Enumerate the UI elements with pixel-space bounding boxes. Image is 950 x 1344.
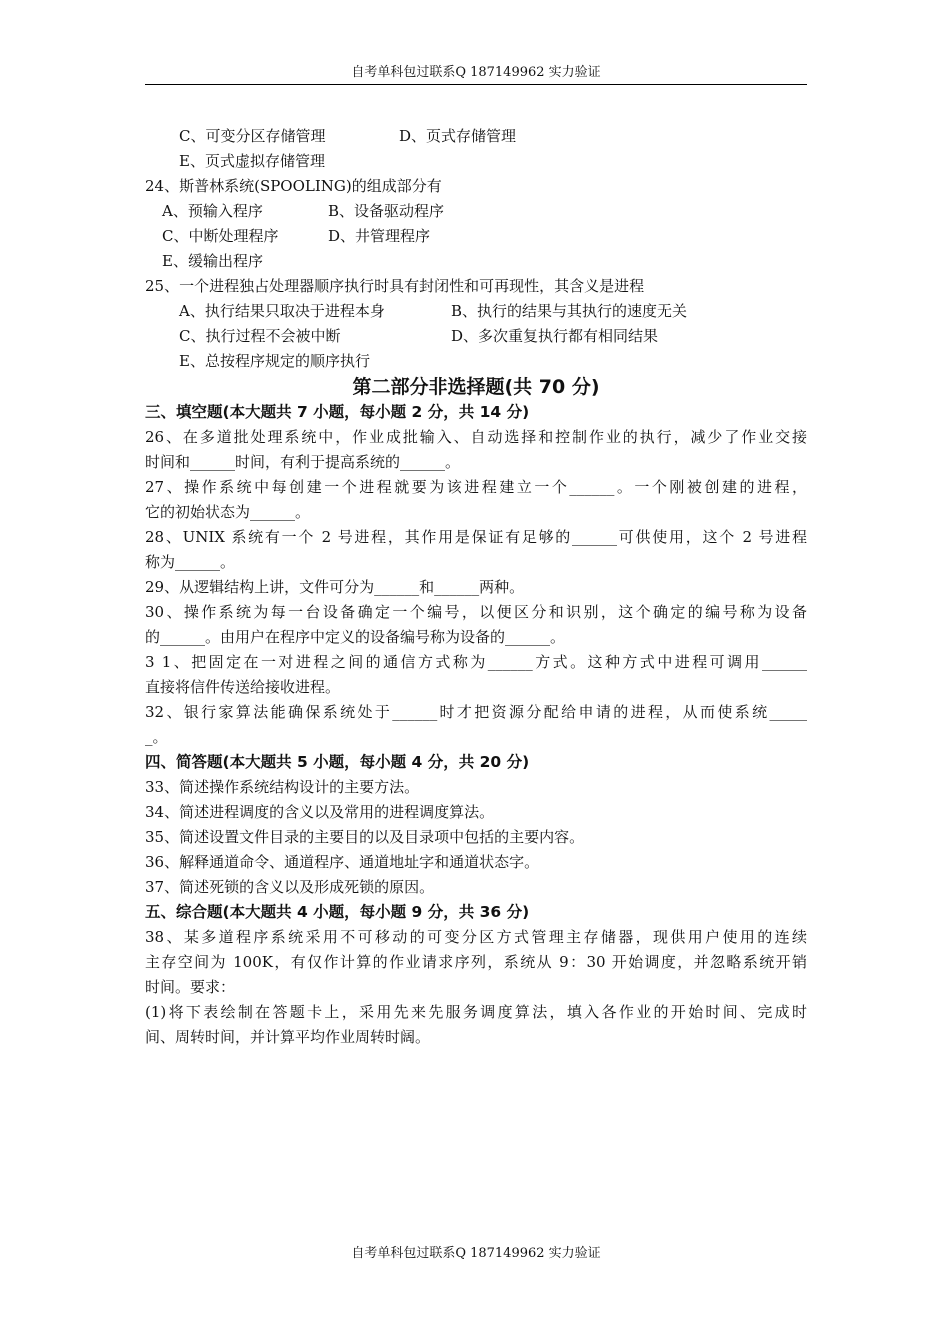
- section4-title: 四、简答题(本大题共 5 小题，每小题 4 分，共 20 分): [145, 753, 530, 771]
- part2-title: 第二部分非选择题(共 70 分): [352, 376, 600, 398]
- q24-option-d: D、井管理程序: [328, 227, 431, 245]
- q30-line2: 的______。由用户在程序中定义的设备编号称为设备的______。: [145, 628, 566, 646]
- q35: 35、简述设置文件目录的主要目的以及目录项中包括的主要内容。: [145, 828, 585, 846]
- q31-line1: 3 1、把固定在一对进程之间的通信方式称为______方式。这种方式中进程可调用______: [145, 653, 807, 671]
- q38-line5: 间、周转时间，并计算平均作业周转时阔。: [145, 1028, 431, 1046]
- q31-line2: 直接将信件传送给接收进程。: [145, 678, 341, 696]
- section5-title: 五、综合题(本大题共 4 小题，每小题 9 分，共 36 分): [145, 903, 530, 921]
- q23-option-d: D、页式存储管理: [399, 127, 517, 145]
- q33: 33、简述操作系统结构设计的主要方法。: [145, 778, 420, 796]
- q25-stem: 25、一个进程独占处理器顺序执行时具有封闭性和可再现性，其含义是进程: [145, 277, 645, 295]
- q25-option-c: C、执行过程不会被中断: [179, 327, 341, 345]
- q30-line1: 30、操作系统为每一台设备确定一个编号，以便区分和识别，这个确定的编号称为设备: [145, 603, 807, 621]
- section3-title: 三、填空题(本大题共 7 小题，每小题 2 分，共 14 分): [145, 403, 530, 421]
- q24-option-a: A、预输入程序: [162, 202, 263, 220]
- q38-line4: (1)将下表绘制在答题卡上，采用先来先服务调度算法，填入各作业的开始时间、完成时: [145, 1003, 807, 1021]
- q23-option-c: C、可变分区存储管理: [179, 127, 326, 145]
- q25-options-cd: [145, 324, 807, 349]
- q29-line1: 29、从逻辑结构上讲，文件可分为______和______两种。: [145, 578, 525, 596]
- q38-line2: 主存空间为 100K，有仅作计算的作业请求序列，系统从 9：30 开始调度，并忽略系统开销: [145, 953, 807, 971]
- q28-line1: 28、UNIX 系统有一个 2 号进程，其作用是保证有足够的______可供使用，这个 2 号进程: [145, 528, 807, 546]
- q27-line2: 它的初始状态为______。: [145, 503, 311, 521]
- q38-line1: 38、某多道程序系统采用不可移动的可变分区方式管理主存储器，现供用户使用的连续: [145, 928, 807, 946]
- q36: 36、解释通道命令、通道程序、通道地址字和通道状态字。: [145, 853, 540, 871]
- q25-option-e: E、总按程序规定的顺序执行: [179, 352, 370, 370]
- q26-line2: 时间和______时间，有利于提高系统的______。: [145, 453, 461, 471]
- q25-options-ab: [145, 299, 807, 324]
- q23-options-cd: [145, 124, 807, 149]
- q32-line1: 32、银行家算法能确保系统处于______时才把资源分配给申请的进程，从而使系统_____: [145, 703, 807, 721]
- q24-option-e: E、缓输出程序: [162, 252, 263, 270]
- document-body: [145, 124, 807, 1050]
- q24-options-ab: [145, 199, 807, 224]
- q34: 34、简述进程调度的含义以及常用的进程调度算法。: [145, 803, 495, 821]
- q37: 37、简述死锁的含义以及形成死锁的原因。: [145, 878, 435, 896]
- q38-line3: 时间。要求：: [145, 978, 236, 996]
- q24-option-b: B、设备驱动程序: [328, 202, 445, 220]
- page-footer: 自考单科包过联系Q 187149962 实力验证: [351, 1246, 601, 1261]
- q26-line1: 26、在多道批处理系统中，作业成批输入、自动选择和控制作业的执行，减少了作业交接: [145, 428, 807, 446]
- page-header: 自考单科包过联系Q 187149962 实力验证: [145, 62, 807, 85]
- q24-options-cd: [145, 224, 807, 249]
- q24-option-c: C、中断处理程序: [162, 227, 279, 245]
- q25-option-d: D、多次重复执行都有相同结果: [451, 327, 659, 345]
- q25-option-a: A、执行结果只取决于进程本身: [179, 302, 385, 320]
- q28-line2: 称为______。: [145, 553, 236, 571]
- q24-stem: 24、斯普林系统(SPOOLING)的组成部分有: [145, 177, 442, 195]
- q32-line2: _。: [145, 728, 168, 746]
- q27-line1: 27、操作系统中每创建一个进程就要为该进程建立一个______。一个刚被创建的进程，: [145, 478, 807, 496]
- q25-option-b: B、执行的结果与其执行的速度无关: [451, 302, 688, 320]
- q23-option-e: E、页式虚拟存储管理: [179, 152, 325, 170]
